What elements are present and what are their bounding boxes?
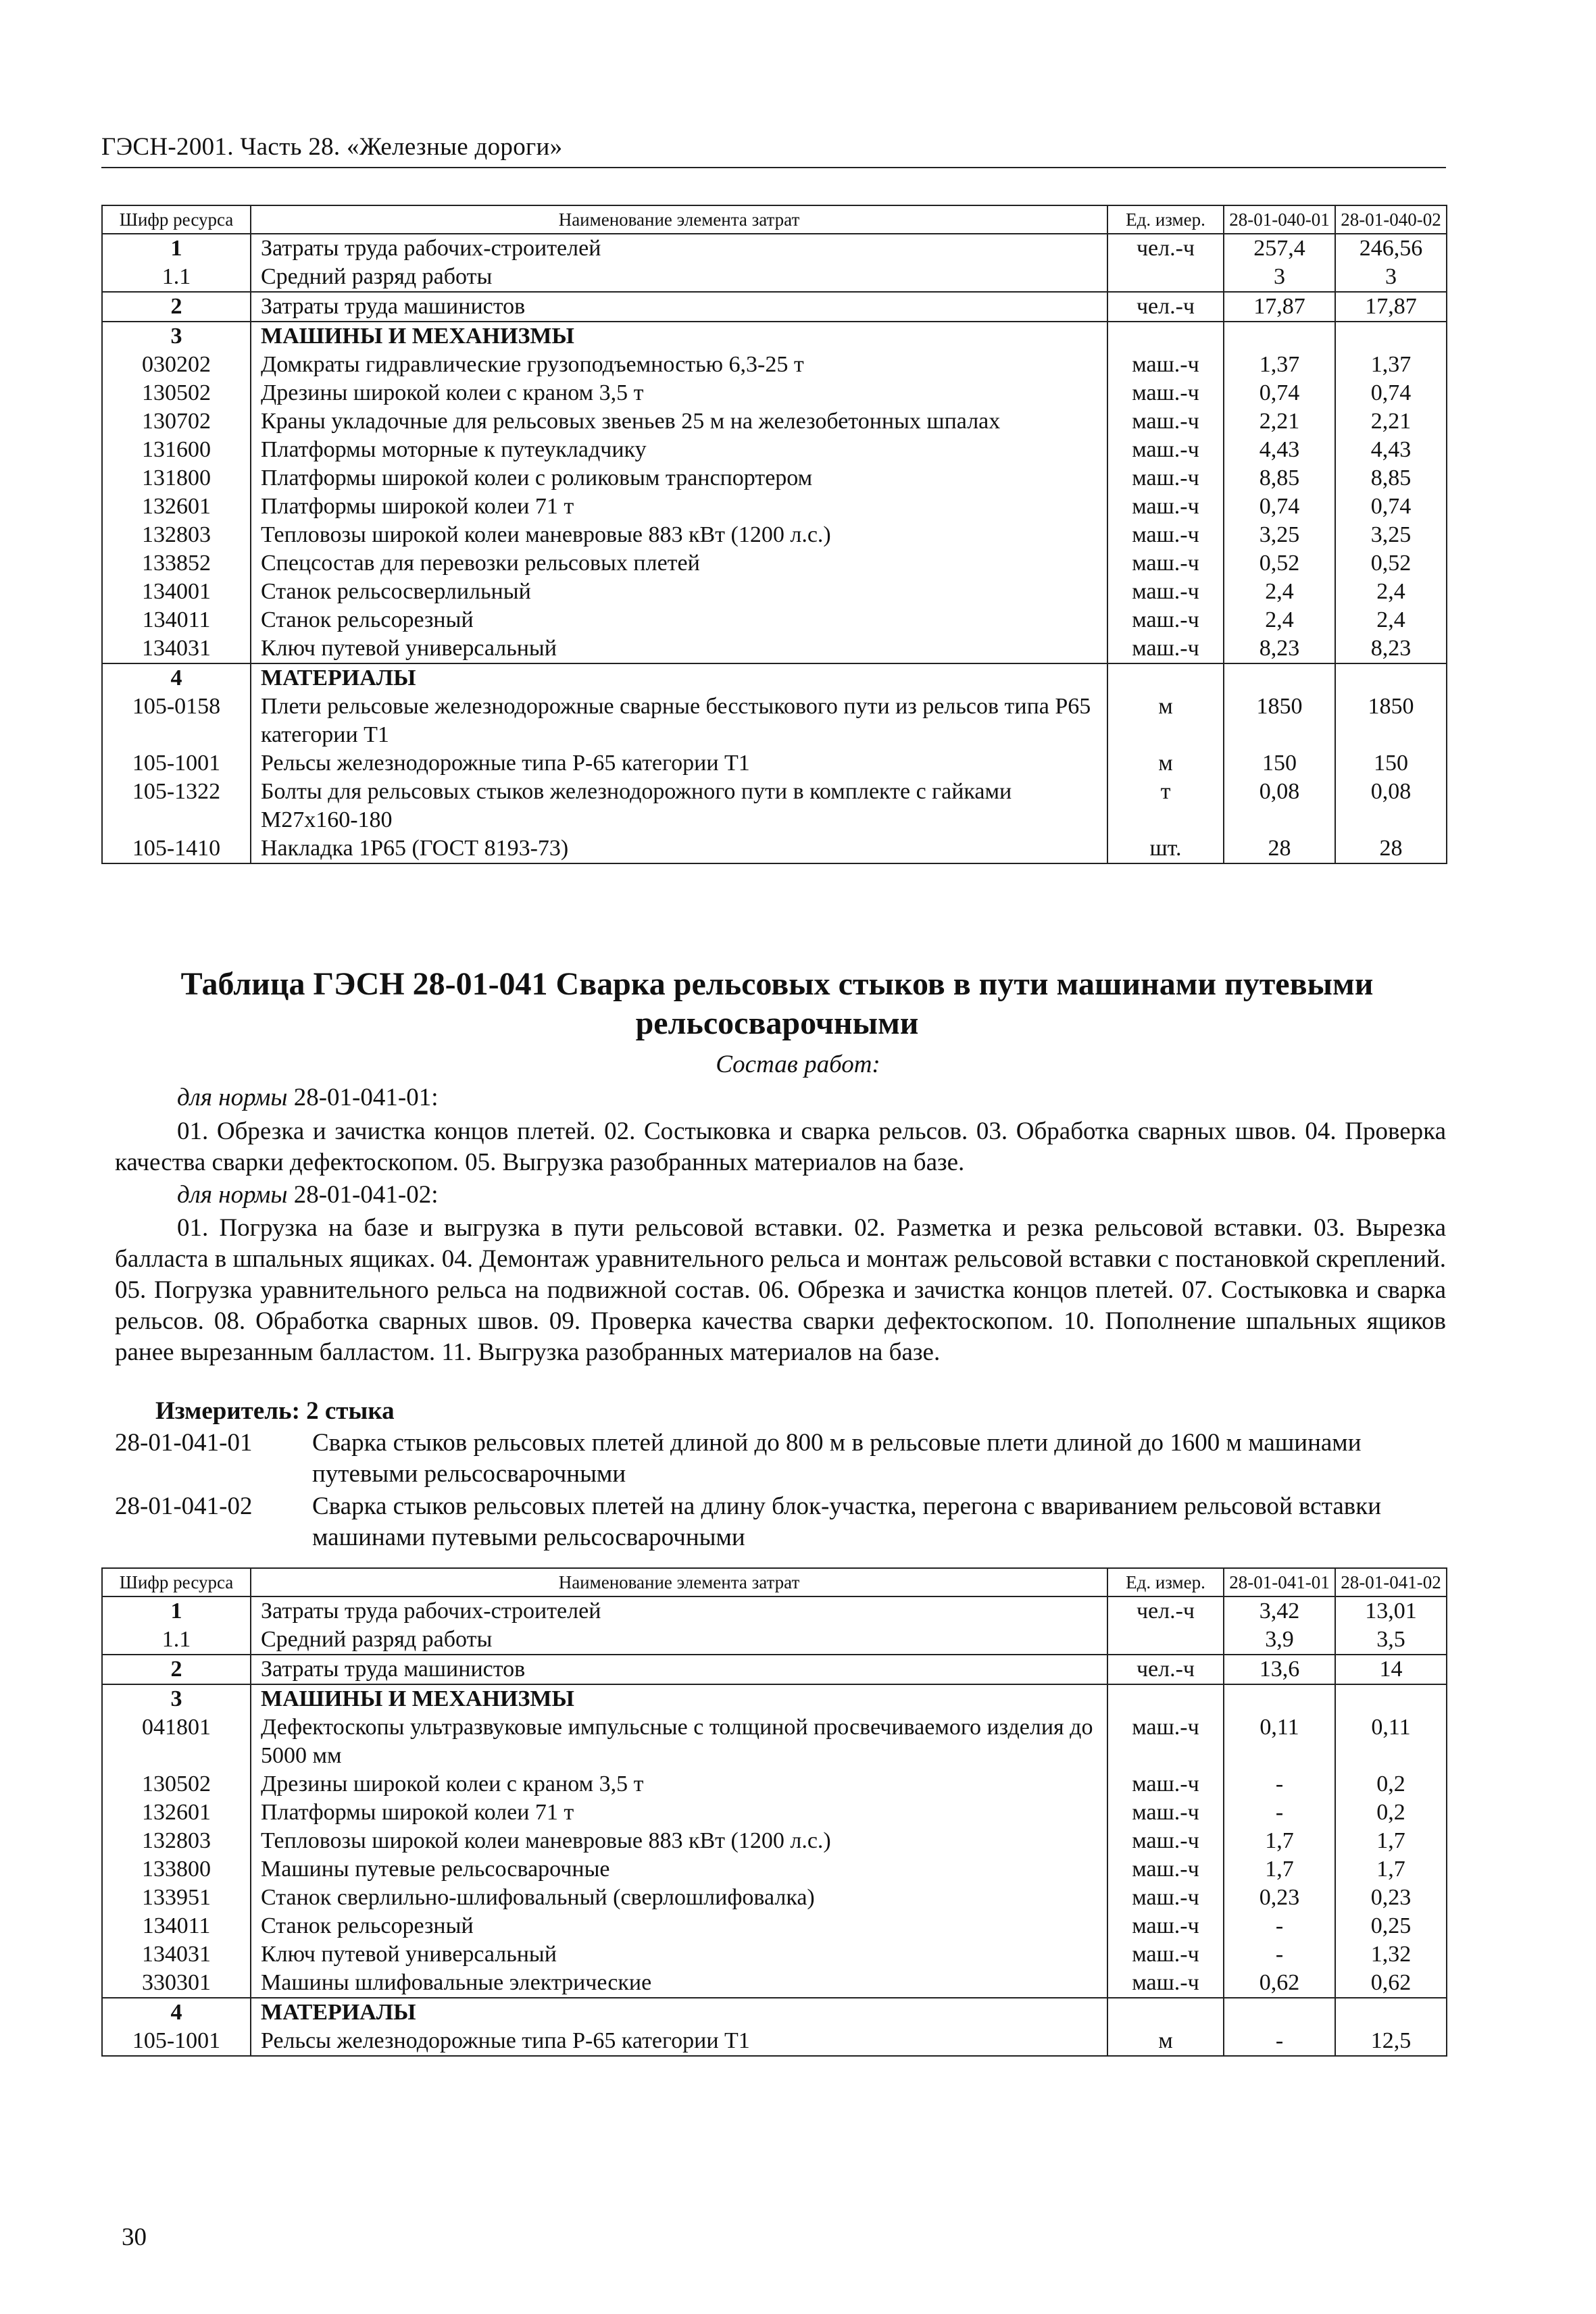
- table-row: [102, 1713, 1447, 1770]
- cell-code: 132601: [102, 1799, 251, 1827]
- col-header-unit: Ед. измер.: [1107, 205, 1224, 234]
- cell-code: 105-1322: [102, 778, 251, 834]
- table-row: [102, 1684, 1447, 1713]
- table-row: [102, 1596, 1447, 1626]
- cell-code: 133852: [102, 549, 251, 578]
- cell-code: 030202: [102, 351, 251, 379]
- measure-description: Сварка стыков рельсовых плетей на длину блок-участка, перегона с ввариванием рельсовой вставки машинами путевыми рельсосварочными: [312, 1492, 1382, 1551]
- cell-norm-1: 0,08: [1224, 778, 1335, 834]
- table-body: [102, 1596, 1447, 2056]
- cell-norm-2: [1335, 322, 1447, 351]
- cell-norm-2: [1335, 663, 1447, 693]
- cell-code: 105-1001: [102, 2027, 251, 2056]
- cell-unit: маш.-ч: [1107, 351, 1224, 379]
- cell-code: 105-0158: [102, 693, 251, 749]
- cell-norm-2: 0,08: [1335, 778, 1447, 834]
- table-row: [102, 778, 1447, 834]
- cell-norm-1: 13,6: [1224, 1655, 1335, 1684]
- cell-name: Затраты труда машинистов: [251, 1655, 1107, 1684]
- running-header: ГЭСН-2001. Часть 28. «Железные дороги»: [101, 132, 1446, 168]
- cell-unit: [1107, 1626, 1224, 1655]
- measure-code: 28-01-041-01: [115, 1429, 253, 1457]
- measure-code: 28-01-041-02: [115, 1492, 253, 1520]
- table-row: [102, 234, 1447, 263]
- cell-code: 132803: [102, 1827, 251, 1855]
- cell-norm-2: 4,43: [1335, 436, 1447, 464]
- cell-unit: чел.-ч: [1107, 234, 1224, 263]
- cell-norm-2: 2,4: [1335, 606, 1447, 634]
- cell-norm-2: 2,4: [1335, 578, 1447, 606]
- cell-name: МАТЕРИАЛЫ: [251, 1998, 1107, 2027]
- cell-code: 4: [102, 663, 251, 693]
- cell-norm-1: 0,23: [1224, 1884, 1335, 1912]
- table-row: [102, 1770, 1447, 1799]
- cell-norm-1: 3,25: [1224, 521, 1335, 549]
- cell-code: 131800: [102, 464, 251, 493]
- col-header-name: Наименование элемента затрат: [251, 205, 1107, 234]
- col-header-unit: Ед. измер.: [1107, 1568, 1224, 1596]
- cell-unit: маш.-ч: [1107, 379, 1224, 407]
- cell-code: 1: [102, 234, 251, 263]
- cell-code: 105-1410: [102, 834, 251, 863]
- col-header-norm-2: 28-01-040-02: [1335, 205, 1447, 234]
- cell-norm-2: 0,11: [1335, 1713, 1447, 1770]
- cell-norm-2: 0,25: [1335, 1912, 1447, 1940]
- measure-unit: Измеритель: 2 стыка: [155, 1397, 395, 1425]
- cell-norm-1: 0,52: [1224, 549, 1335, 578]
- cell-name: Станок рельсорезный: [251, 606, 1107, 634]
- cell-code: 2: [102, 292, 251, 322]
- cell-norm-1: 8,85: [1224, 464, 1335, 493]
- col-header-norm-2: 28-01-041-02: [1335, 1568, 1447, 1596]
- cell-unit: маш.-ч: [1107, 1884, 1224, 1912]
- cell-norm-1: [1224, 322, 1335, 351]
- cell-norm-2: 150: [1335, 749, 1447, 778]
- cell-norm-2: [1335, 1684, 1447, 1713]
- cell-norm-1: -: [1224, 1940, 1335, 1969]
- cell-name: Рельсы железнодорожные типа Р-65 категории Т1: [251, 749, 1107, 778]
- cell-name: МАШИНЫ И МЕХАНИЗМЫ: [251, 322, 1107, 351]
- cell-norm-1: 17,87: [1224, 292, 1335, 322]
- cell-name: МАТЕРИАЛЫ: [251, 663, 1107, 693]
- cell-unit: маш.-ч: [1107, 464, 1224, 493]
- cell-unit: м: [1107, 693, 1224, 749]
- norm-code: 28-01-041-02:: [293, 1181, 439, 1209]
- cell-code: 130502: [102, 1770, 251, 1799]
- cell-unit: маш.-ч: [1107, 1770, 1224, 1799]
- cell-norm-1: 3,42: [1224, 1596, 1335, 1626]
- cell-unit: чел.-ч: [1107, 1655, 1224, 1684]
- cell-norm-2: 17,87: [1335, 292, 1447, 322]
- cell-norm-2: 0,62: [1335, 1969, 1447, 1998]
- cell-name: Затраты труда рабочих-строителей: [251, 1596, 1107, 1626]
- cell-code: 4: [102, 1998, 251, 2027]
- cell-norm-2: 1850: [1335, 693, 1447, 749]
- norm-label-2: [177, 1180, 438, 1209]
- table-row: [102, 379, 1447, 407]
- cell-norm-1: -: [1224, 1799, 1335, 1827]
- cell-norm-1: 8,23: [1224, 634, 1335, 663]
- cell-name: МАШИНЫ И МЕХАНИЗМЫ: [251, 1684, 1107, 1713]
- table-row: [102, 549, 1447, 578]
- cell-name: Платформы широкой колеи с роликовым транспортером: [251, 464, 1107, 493]
- cell-unit: т: [1107, 778, 1224, 834]
- norm-label-text: для нормы: [177, 1084, 288, 1111]
- table-row: [102, 578, 1447, 606]
- cell-code: 130702: [102, 407, 251, 436]
- cell-norm-1: 0,62: [1224, 1969, 1335, 1998]
- cell-name: Дрезины широкой колеи с краном 3,5 т: [251, 1770, 1107, 1799]
- table-row: [102, 693, 1447, 749]
- norm-label-text: для нормы: [177, 1181, 288, 1209]
- cell-norm-1: [1224, 1684, 1335, 1713]
- cell-name: Краны укладочные для рельсовых звеньев 25 м на железобетонных шпалах: [251, 407, 1107, 436]
- cell-norm-2: 0,74: [1335, 379, 1447, 407]
- table-row: [102, 351, 1447, 379]
- cell-norm-2: 0,74: [1335, 493, 1447, 521]
- cell-code: 3: [102, 322, 251, 351]
- cell-norm-2: [1335, 1998, 1447, 2027]
- table-row: [102, 1655, 1447, 1684]
- cell-name: Платформы широкой колеи 71 т: [251, 1799, 1107, 1827]
- cell-norm-1: 2,4: [1224, 606, 1335, 634]
- table-row: [102, 749, 1447, 778]
- cell-unit: чел.-ч: [1107, 1596, 1224, 1626]
- cell-name: Станок рельсорезный: [251, 1912, 1107, 1940]
- cell-unit: [1107, 663, 1224, 693]
- cell-name: Рельсы железнодорожные типа Р-65 категории Т1: [251, 2027, 1107, 2056]
- col-header-code: Шифр ресурса: [102, 205, 251, 234]
- table-row: [102, 1626, 1447, 1655]
- cell-norm-2: 0,52: [1335, 549, 1447, 578]
- table-row: [102, 1855, 1447, 1884]
- table-row: [102, 1912, 1447, 1940]
- cell-unit: шт.: [1107, 834, 1224, 863]
- cell-unit: [1107, 322, 1224, 351]
- table-row: [102, 322, 1447, 351]
- cell-norm-1: 2,21: [1224, 407, 1335, 436]
- cell-norm-1: 0,74: [1224, 379, 1335, 407]
- cell-code: 132601: [102, 493, 251, 521]
- cell-norm-1: 1,37: [1224, 351, 1335, 379]
- table-row: [102, 464, 1447, 493]
- cell-norm-1: 1,7: [1224, 1855, 1335, 1884]
- cell-unit: маш.-ч: [1107, 1969, 1224, 1998]
- table-row: [102, 1827, 1447, 1855]
- cell-unit: [1107, 1998, 1224, 2027]
- cell-norm-1: 28: [1224, 834, 1335, 863]
- cell-name: Дрезины широкой колеи с краном 3,5 т: [251, 379, 1107, 407]
- cell-name: Машины шлифовальные электрические: [251, 1969, 1107, 1998]
- cell-name: Плети рельсовые железнодорожные сварные бесстыкового пути из рельсов типа Р65 категории Т1: [251, 693, 1107, 749]
- cell-code: 1.1: [102, 263, 251, 292]
- cell-unit: маш.-ч: [1107, 634, 1224, 663]
- cell-name: Станок сверлильно-шлифовальный (сверлошлифовалка): [251, 1884, 1107, 1912]
- cell-norm-1: 257,4: [1224, 234, 1335, 263]
- cell-code: 330301: [102, 1969, 251, 1998]
- cell-unit: маш.-ч: [1107, 1940, 1224, 1969]
- cell-unit: маш.-ч: [1107, 1855, 1224, 1884]
- cell-unit: маш.-ч: [1107, 1799, 1224, 1827]
- norm-2-operations: 01. Погрузка на базе и выгрузка в пути рельсовой вставки. 02. Разметка и резка рельсовой вставки. 03. Вырезка балласта в шпальных ящиках. 04. Демонтаж уравнительного рельса и монтаж рельсовой вставки с постановкой скреплений. 05. Погрузка уравнительного рельса на подвижной состав. 06. Обрезка и зачистка концов плетей. 07. Состыковка и сварка рельсов. 08. Обработка сварных швов. 09. Проверка качества сварки дефектоскопом. 10. Пополнение шпальных ящиков ранее вырезанным балластом. 11. Выгрузка разобранных материалов на базе.: [115, 1214, 1446, 1366]
- cell-unit: маш.-ч: [1107, 1827, 1224, 1855]
- cell-norm-1: 4,43: [1224, 436, 1335, 464]
- cell-name: Домкраты гидравлические грузоподъемностью 6,3-25 т: [251, 351, 1107, 379]
- cell-unit: м: [1107, 749, 1224, 778]
- cell-norm-1: 3,9: [1224, 1626, 1335, 1655]
- cell-code: 134001: [102, 578, 251, 606]
- cell-code: 105-1001: [102, 749, 251, 778]
- table-row: [102, 1998, 1447, 2027]
- cost-table-040: [101, 205, 1447, 864]
- table-row: [102, 2027, 1447, 2056]
- cell-name: Машины путевые рельсосварочные: [251, 1855, 1107, 1884]
- cell-unit: маш.-ч: [1107, 549, 1224, 578]
- cell-norm-2: 0,23: [1335, 1884, 1447, 1912]
- cell-name: Затраты труда рабочих-строителей: [251, 234, 1107, 263]
- cell-code: 2: [102, 1655, 251, 1684]
- table-row: [102, 493, 1447, 521]
- cell-name: Затраты труда машинистов: [251, 292, 1107, 322]
- cell-unit: м: [1107, 2027, 1224, 2056]
- cell-code: 134031: [102, 1940, 251, 1969]
- cell-norm-2: 246,56: [1335, 234, 1447, 263]
- cell-name: Болты для рельсовых стыков железнодорожного пути в комплекте с гайками М27х160-180: [251, 778, 1107, 834]
- cell-code: 041801: [102, 1713, 251, 1770]
- cell-code: 1: [102, 1596, 251, 1626]
- cell-name: Дефектоскопы ультразвуковые импульсные с толщиной просвечиваемого изделия до 5000 мм: [251, 1713, 1107, 1770]
- cell-name: Ключ путевой универсальный: [251, 634, 1107, 663]
- table-body: [102, 234, 1447, 863]
- cell-code: 132803: [102, 521, 251, 549]
- table-row: [102, 1884, 1447, 1912]
- cell-name: Тепловозы широкой колеи маневровые 883 кВт (1200 л.с.): [251, 521, 1107, 549]
- composition-title: Состав работ:: [716, 1051, 880, 1078]
- cell-norm-1: 1,7: [1224, 1827, 1335, 1855]
- cell-norm-2: 1,7: [1335, 1855, 1447, 1884]
- col-header-norm-1: 28-01-041-01: [1224, 1568, 1335, 1596]
- cell-norm-1: 1850: [1224, 693, 1335, 749]
- cell-norm-2: 1,32: [1335, 1940, 1447, 1969]
- cell-norm-2: 8,23: [1335, 634, 1447, 663]
- cell-norm-2: 1,7: [1335, 1827, 1447, 1855]
- norm-1-operations: 01. Обрезка и зачистка концов плетей. 02. Состыковка и сварка рельсов. 03. Обработка сварных швов. 04. Проверка качества сварки дефектоскопом. 05. Выгрузка разобранных материалов на базе.: [115, 1117, 1446, 1176]
- cell-norm-1: -: [1224, 2027, 1335, 2056]
- col-header-norm-1: 28-01-040-01: [1224, 205, 1335, 234]
- cell-norm-2: 3,25: [1335, 521, 1447, 549]
- cell-code: 3: [102, 1684, 251, 1713]
- cell-norm-1: 3: [1224, 263, 1335, 292]
- cell-unit: [1107, 1684, 1224, 1713]
- cell-name: Спецсостав для перевозки рельсовых плетей: [251, 549, 1107, 578]
- cell-name: Платформы моторные к путеукладчику: [251, 436, 1107, 464]
- cell-code: 130502: [102, 379, 251, 407]
- cell-norm-1: 0,74: [1224, 493, 1335, 521]
- cell-norm-1: [1224, 1998, 1335, 2027]
- cell-norm-1: -: [1224, 1912, 1335, 1940]
- cell-name: Тепловозы широкой колеи маневровые 883 кВт (1200 л.с.): [251, 1827, 1107, 1855]
- cell-unit: [1107, 263, 1224, 292]
- cell-norm-1: [1224, 663, 1335, 693]
- cell-unit: маш.-ч: [1107, 493, 1224, 521]
- table-row: [102, 634, 1447, 663]
- cell-code: 133951: [102, 1884, 251, 1912]
- cell-name: Накладка 1Р65 (ГОСТ 8193-73): [251, 834, 1107, 863]
- cell-code: 1.1: [102, 1626, 251, 1655]
- table-row: [102, 663, 1447, 693]
- cell-unit: маш.-ч: [1107, 1713, 1224, 1770]
- cell-name: Ключ путевой универсальный: [251, 1940, 1107, 1969]
- table-row: [102, 521, 1447, 549]
- norm-code: 28-01-041-01:: [293, 1084, 439, 1111]
- page-number: 30: [122, 2223, 147, 2251]
- cost-table-041: [101, 1567, 1447, 2057]
- cell-name: Станок рельсосверлильный: [251, 578, 1107, 606]
- cell-code: 133800: [102, 1855, 251, 1884]
- cell-norm-2: 1,37: [1335, 351, 1447, 379]
- table-row: [102, 292, 1447, 322]
- cell-norm-2: 0,2: [1335, 1770, 1447, 1799]
- cell-norm-2: 0,2: [1335, 1799, 1447, 1827]
- cell-name: Платформы широкой колеи 71 т: [251, 493, 1107, 521]
- cell-norm-1: 150: [1224, 749, 1335, 778]
- cell-code: 134031: [102, 634, 251, 663]
- cell-code: 134011: [102, 606, 251, 634]
- cell-norm-1: 0,11: [1224, 1713, 1335, 1770]
- col-header-name: Наименование элемента затрат: [251, 1568, 1107, 1596]
- table-row: [102, 1940, 1447, 1969]
- cell-unit: чел.-ч: [1107, 292, 1224, 322]
- cell-unit: маш.-ч: [1107, 1912, 1224, 1940]
- table-row: [102, 407, 1447, 436]
- cell-norm-2: 2,21: [1335, 407, 1447, 436]
- cell-unit: маш.-ч: [1107, 606, 1224, 634]
- cell-unit: маш.-ч: [1107, 436, 1224, 464]
- table-row: [102, 436, 1447, 464]
- table-row: [102, 263, 1447, 292]
- table-row: [102, 1969, 1447, 1998]
- cell-norm-2: 28: [1335, 834, 1447, 863]
- table-row: [102, 1799, 1447, 1827]
- cell-norm-2: 12,5: [1335, 2027, 1447, 2056]
- section-title: Таблица ГЭСН 28-01-041 Сварка рельсовых стыков в пути машинами путевыми рельсосварочными: [180, 966, 1374, 1041]
- cell-norm-2: 3: [1335, 263, 1447, 292]
- measure-description: Сварка стыков рельсовых плетей длиной до 800 м в рельсовые плети длиной до 1600 м машинами путевыми рельсосварочными: [312, 1429, 1362, 1488]
- cell-norm-2: 3,5: [1335, 1626, 1447, 1655]
- cell-unit: маш.-ч: [1107, 578, 1224, 606]
- cell-name: Средний разряд работы: [251, 263, 1107, 292]
- table-row: [102, 606, 1447, 634]
- cell-norm-2: 13,01: [1335, 1596, 1447, 1626]
- cell-code: 131600: [102, 436, 251, 464]
- cell-norm-2: 14: [1335, 1655, 1447, 1684]
- table-row: [102, 834, 1447, 863]
- col-header-code: Шифр ресурса: [102, 1568, 251, 1596]
- cell-norm-1: 2,4: [1224, 578, 1335, 606]
- norm-label-1: [177, 1083, 438, 1112]
- cell-unit: маш.-ч: [1107, 407, 1224, 436]
- cell-norm-2: 8,85: [1335, 464, 1447, 493]
- cell-norm-1: -: [1224, 1770, 1335, 1799]
- cell-unit: маш.-ч: [1107, 521, 1224, 549]
- cell-code: 134011: [102, 1912, 251, 1940]
- cell-name: Средний разряд работы: [251, 1626, 1107, 1655]
